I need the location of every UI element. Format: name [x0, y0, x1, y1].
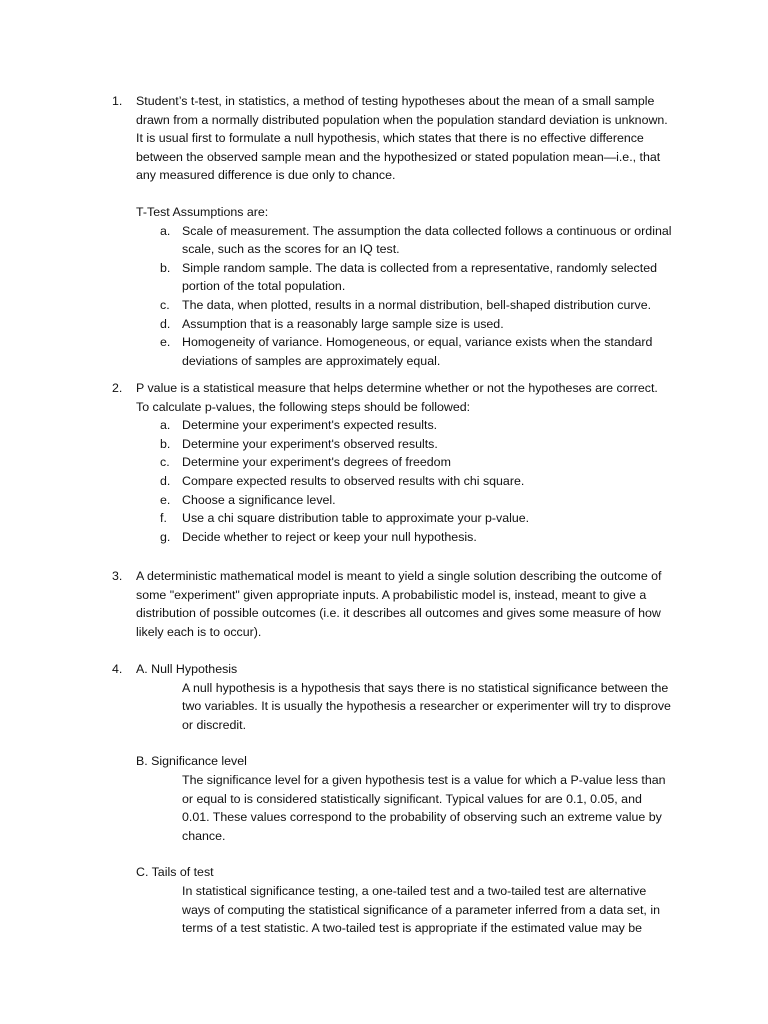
- item-number: 1.: [112, 94, 123, 108]
- model-paragraph: A deterministic mathematical model is meant to yield a single solution describing the outcome of some "experiment" given appropriate inputs. A probabilistic model is, instead, meant to give a distribution of possible outcomes (i.e. it describes all outcomes and gives some measure of how likely each is to occur).: [136, 569, 662, 639]
- sublist-letter: e.: [160, 492, 171, 507]
- sublist-item: [160, 528, 672, 547]
- sublist-item: [160, 315, 672, 334]
- sublist-text: The data, when plotted, results in a normal distribution, bell-shaped distribution curve.: [182, 297, 652, 312]
- section-heading: C. Tails of test: [136, 865, 214, 880]
- sublist-letter: d.: [160, 473, 171, 488]
- sublist-letter: b.: [160, 436, 171, 451]
- section-text: The significance level for a given hypothesis test is a value for which a P-value less than or equal to is considered statistically significant. Typical values for are 0.1, 0.05, and 0.01. These values correspond to the probability of observing such an extreme value by chance.: [182, 772, 666, 843]
- sublist-letter: a.: [160, 223, 171, 238]
- section-text: A null hypothesis is a hypothesis that says there is no statistical significance between the two variables. It is usually the hypothesis a researcher or experimenter will try to disprove or discredit.: [182, 680, 671, 732]
- section-text: In statistical significance testing, a one-tailed test and a two-tailed test are alternative ways of computing the statistical significance of a parameter inferred from a data set, in terms of a test statistic. A two-tailed test is appropriate if the estimated value may be: [182, 883, 660, 936]
- t-test-paragraph: Student’s t-test, in statistics, a method of testing hypotheses about the mean of a small sample drawn from a normally distributed population when the population standard deviation is unknown. It is usual first to formulate a null hypothesis, which states that there is no effective difference between the observed sample mean and the hypothesized or stated population mean—i.e., that any measured difference is due only to chance.: [136, 94, 668, 183]
- sublist-item: [160, 222, 672, 259]
- sublist-text: Determine your experiment's degrees of freedom: [182, 455, 451, 470]
- sublist-text: Assumption that is a reasonably large sample size is used.: [182, 316, 504, 331]
- sublist-item: [160, 435, 672, 454]
- list-item-3: [112, 567, 672, 641]
- sublist-item: [160, 333, 672, 370]
- sublist-text: Determine your experiment's observed results.: [182, 436, 438, 451]
- sublist-item: [160, 416, 672, 435]
- sublist-letter: b.: [160, 260, 171, 275]
- sublist-text: Homogeneity of variance. Homogeneous, or equal, variance exists when the standard deviations of samples are approximately equal.: [182, 335, 653, 368]
- p-value-paragraph: P value is a statistical measure that helps determine whether or not the hypotheses are correct. To calculate p-values, the following steps should be followed:: [136, 381, 658, 414]
- sublist-text: Determine your experiment's expected results.: [182, 418, 438, 433]
- sublist-text: Decide whether to reject or keep your null hypothesis.: [182, 529, 477, 544]
- sublist-text: Scale of measurement. The assumption the data collected follows a continuous or ordinal scale, such as the scores for an IQ test.: [182, 223, 672, 257]
- sublist-letter: e.: [160, 335, 171, 350]
- sublist-letter: c.: [160, 455, 170, 470]
- list-item-2: [112, 379, 672, 546]
- sublist-letter: f.: [160, 511, 167, 526]
- item-number: 2.: [112, 381, 123, 395]
- sublist-letter: a.: [160, 418, 171, 433]
- sublist-item: [160, 259, 672, 296]
- section-heading: A. Null Hypothesis: [136, 662, 238, 676]
- sublist-text: Compare expected results to observed results with chi square.: [182, 473, 525, 488]
- section-heading: B. Significance level: [136, 754, 247, 769]
- sublist-item: [160, 491, 672, 510]
- sublist-item: [160, 472, 672, 491]
- assumptions-title: T-Test Assumptions are:: [136, 204, 269, 219]
- sublist-text: Choose a significance level.: [182, 492, 336, 507]
- item-number: 3.: [112, 569, 123, 583]
- sublist-text: Use a chi square distribution table to approximate your p-value.: [182, 511, 530, 526]
- list-item-4: [112, 660, 672, 938]
- sublist-item: [160, 509, 672, 528]
- sublist-text: Simple random sample. The data is collected from a representative, randomly selected portion of the total population.: [182, 260, 657, 294]
- item-number: 4.: [112, 662, 123, 676]
- list-item-1: [112, 92, 672, 370]
- sublist-item: [160, 296, 672, 315]
- sublist-letter: c.: [160, 297, 170, 312]
- sublist-letter: g.: [160, 529, 171, 544]
- sublist-letter: d.: [160, 316, 171, 331]
- sublist-item: [160, 453, 672, 472]
